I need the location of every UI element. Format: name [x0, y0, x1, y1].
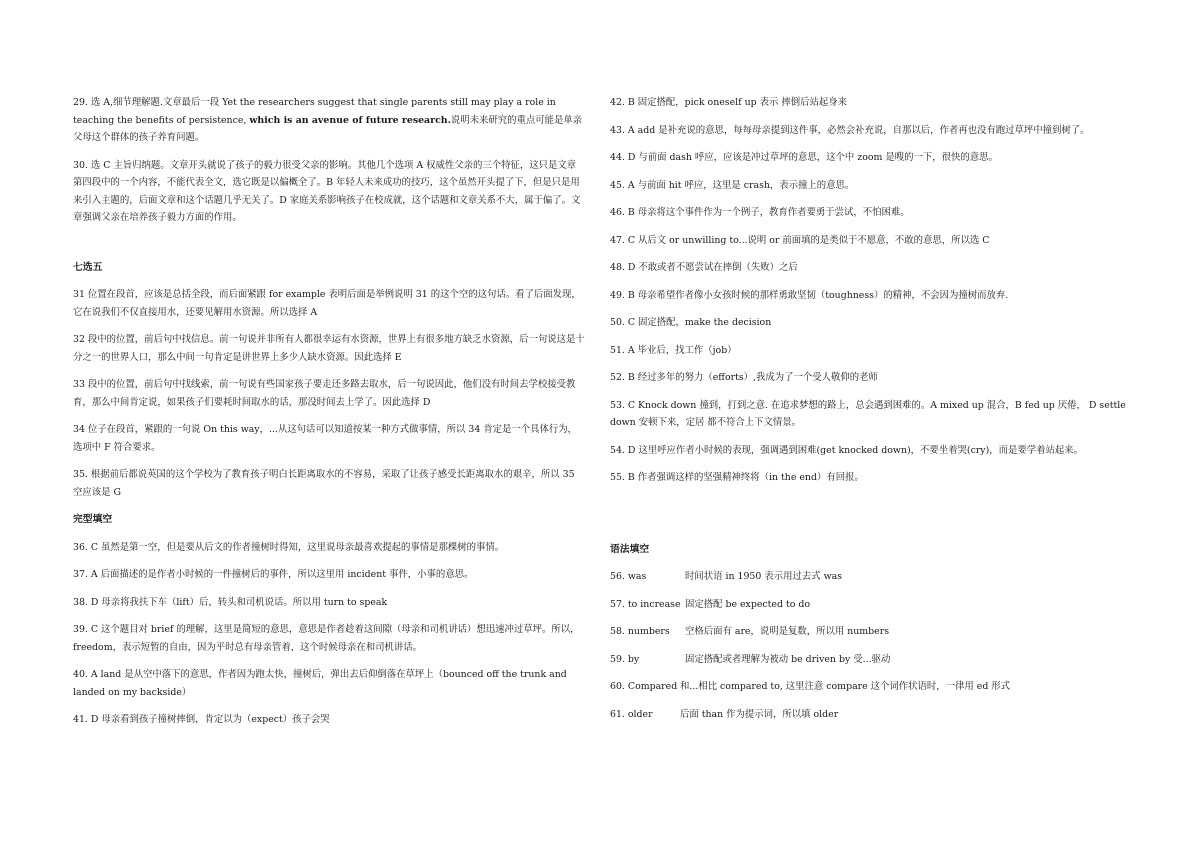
answer-29-explanation: 说明未来研究的重点可能是单亲父母这个群体的孩子养育问题。	[73, 114, 583, 143]
right-column	[610, 94, 1130, 733]
answer-39: 39. C 这个题目对 brief 的理解，这里是简短的意思，意思是作者趁着这间隙（母亲和司机讲话）想迅速冲过草坪。所以，freedom，表示短暂的自由，因为平时总有母亲管着，这个时候母亲在和司机讲话。	[73, 624, 580, 653]
answer-34: 34 位子在段首，紧跟的一句说 On this way，...从这句话可以知道按某一种方式做事情，所以 34 肯定是一个具体行为，选项中 F 符合要求。	[73, 424, 578, 453]
answer-32: 32 段中的位置，前后句中找信息。前一句说并非所有人都很幸运有水资源，世界上有很多地方缺乏水资源，后一句说这是十分之一的世界人口，那么中间一句肯定是讲世界上多少人缺水资源。因此选择 E	[73, 334, 585, 363]
grammar-answer-word: 59. by	[610, 653, 640, 665]
grammar-answer-word: 61. older	[610, 708, 653, 720]
answer-48: 48. D 不敢或者不愿尝试在摔倒（失败）之后	[610, 262, 798, 273]
grammar-answer-explanation: 后面 than 作为提示词，所以填 older	[680, 708, 839, 720]
grammar-answer-61	[610, 706, 1130, 724]
answer-46: 46. B 母亲将这个事件作为一个例子，教育作者要勇于尝试，不怕困难。	[610, 207, 910, 218]
grammar-answer-word: 57. to increase	[610, 598, 681, 610]
answer-31: 31 位置在段首，应该是总括全段，而后面紧跟 for example 表明后面是举例说明 31 的这个空的这句话。看了后面发现，它在说我们不仅直接用水，还要见解用水资源。所以选择 A	[73, 289, 581, 318]
answer-30: 30. 选 C 主旨归纳题。文章开头就说了孩子的毅力很受父亲的影响。其他几个选项 A 权威性父亲的三个特征，这只是文章第四段中的一个内容，不能代表全文，选它既是以偏概全了。B 年轻人未来成功的技巧，这个虽然开头提了下，但是只是用来引入主题的，后面文章和这个话题几乎无关了。D 家庭关系影响孩子在校成就，这个话题和文章关系不大，属于偏了。文章强调父亲在培养孩子毅力方面的作用。	[73, 159, 581, 223]
section-heading-grammar-fill: 语法填空	[610, 543, 650, 555]
grammar-answer-explanation: 时间状语 in 1950 表示用过去式 was	[685, 571, 842, 582]
answer-33: 33 段中的位置，前后句中找线索，前一句说有些国家孩子要走还多路去取水，后一句说因此，他们没有时间去学校接受教育，那么中间肯定说，如果孩子们要耗时间取水的话，那没时间去上学了。因此选择 D	[73, 379, 576, 408]
grammar-answer-58	[610, 623, 1130, 641]
answer-53: 53. C Knock down 撞到，打到之意. 在追求梦想的路上，总会遇到困难的。A mixed up 混合，B fed up 厌倦， D settle down 安顿下来，定居 都不符合上下文情景。	[610, 399, 1126, 428]
grammar-answer-56	[610, 568, 1130, 586]
grammar-answer-word: 56. was	[610, 571, 647, 582]
answer-29	[73, 94, 585, 147]
answer-49: 49. B 母亲希望作者像小女孩时候的那样勇敢坚韧（toughness）的精神，不会因为撞树而放弃.	[610, 289, 1009, 301]
answer-51: 51. A 毕业后，找工作（job）	[610, 344, 737, 356]
grammar-answer-57	[610, 596, 1130, 614]
answer-54: 54. D 这里呼应作者小时候的表现，强调遇到困难(get knocked down)，不要坐着哭(cry)，而是要学着站起来。	[610, 444, 1084, 456]
grammar-answer-explanation: 和...相比 compared to, 这里注意 compare 这个词作状语时，一律用 ed 形式	[680, 681, 1011, 692]
section-heading-cloze: 完型填空	[73, 514, 113, 525]
answer-50: 50. C 固定搭配，make the decision	[610, 317, 772, 328]
grammar-answer-59	[610, 651, 1130, 669]
answer-47: 47. C 从后文 or unwilling to...说明 or 前面填的是类似于不愿意，不敢的意思，所以选 C	[610, 234, 990, 246]
answer-29-text: 29. 选 A,细节理解题.文章最后一段 Yet the researchers suggest that single parents still may play a role in teaching the benefits of persistence,	[73, 97, 556, 126]
grammar-answer-explanation: 空格后面有 are，说明是复数，所以用 numbers	[685, 626, 890, 637]
grammar-answer-explanation: 固定搭配或者理解为被动 be driven by 受...驱动	[685, 653, 891, 665]
answer-41: 41. D 母亲看到孩子撞树摔倒，肯定以为（expect）孩子会哭	[73, 714, 330, 725]
answer-44: 44. D 与前面 dash 呼应，应该是冲过草坪的意思，这个中 zoom 是嗖的一下，很快的意思。	[610, 152, 998, 163]
grammar-answer-word: 60. Compared	[610, 681, 678, 692]
answer-40: 40. A land 是从空中落下的意思，作者因为跑太快，撞树后，弹出去后仰倒落在草坪上（bounced off the trunk and landed on my backside）	[73, 669, 567, 698]
grammar-answer-explanation: 固定搭配 be expected to do	[685, 598, 810, 610]
answer-38: 38. D 母亲将我扶下车（lift）后，转头和司机说话。所以用 turn to speak	[73, 596, 388, 608]
answer-42: 42. B 固定搭配，pick oneself up 表示 摔倒后站起身来	[610, 97, 847, 108]
answer-52: 52. B 经过多年的努力（efforts）,我成为了一个受人敬仰的老师	[610, 372, 878, 383]
answer-29-bold-quote: which is an avenue of future research.	[249, 114, 451, 126]
answer-37: 37. A 后面描述的是作者小时候的一件撞树后的事件，所以这里用 incident 事件，小事的意思。	[73, 569, 474, 580]
left-column	[73, 94, 585, 739]
answer-55: 55. B 作者强调这样的坚强精神终将（in the end）有回报。	[610, 472, 864, 483]
grammar-answer-60	[610, 678, 1130, 696]
grammar-answer-word: 58. numbers	[610, 626, 670, 637]
answer-43: 43. A add 是补充说的意思，每每母亲提到这件事，必然会补充说，自那以后，作者再也没有跑过草坪中撞到树了。	[610, 124, 1090, 136]
answer-36: 36. C 虽然是第一空，但是要从后文的作者撞树时得知，这里说母亲最喜欢提起的事情是那棵树的事情。	[73, 541, 505, 553]
answer-45: 45. A 与前面 hit 呼应，这里是 crash，表示撞上的意思。	[610, 179, 855, 191]
section-heading-seven-choose-five: 七选五	[73, 261, 103, 273]
answer-35: 35. 根据前后都说英国的这个学校为了教育孩子明白长距离取水的不容易，采取了让孩子感受长距离取水的艰辛，所以 35 空应该是 G	[73, 469, 575, 498]
